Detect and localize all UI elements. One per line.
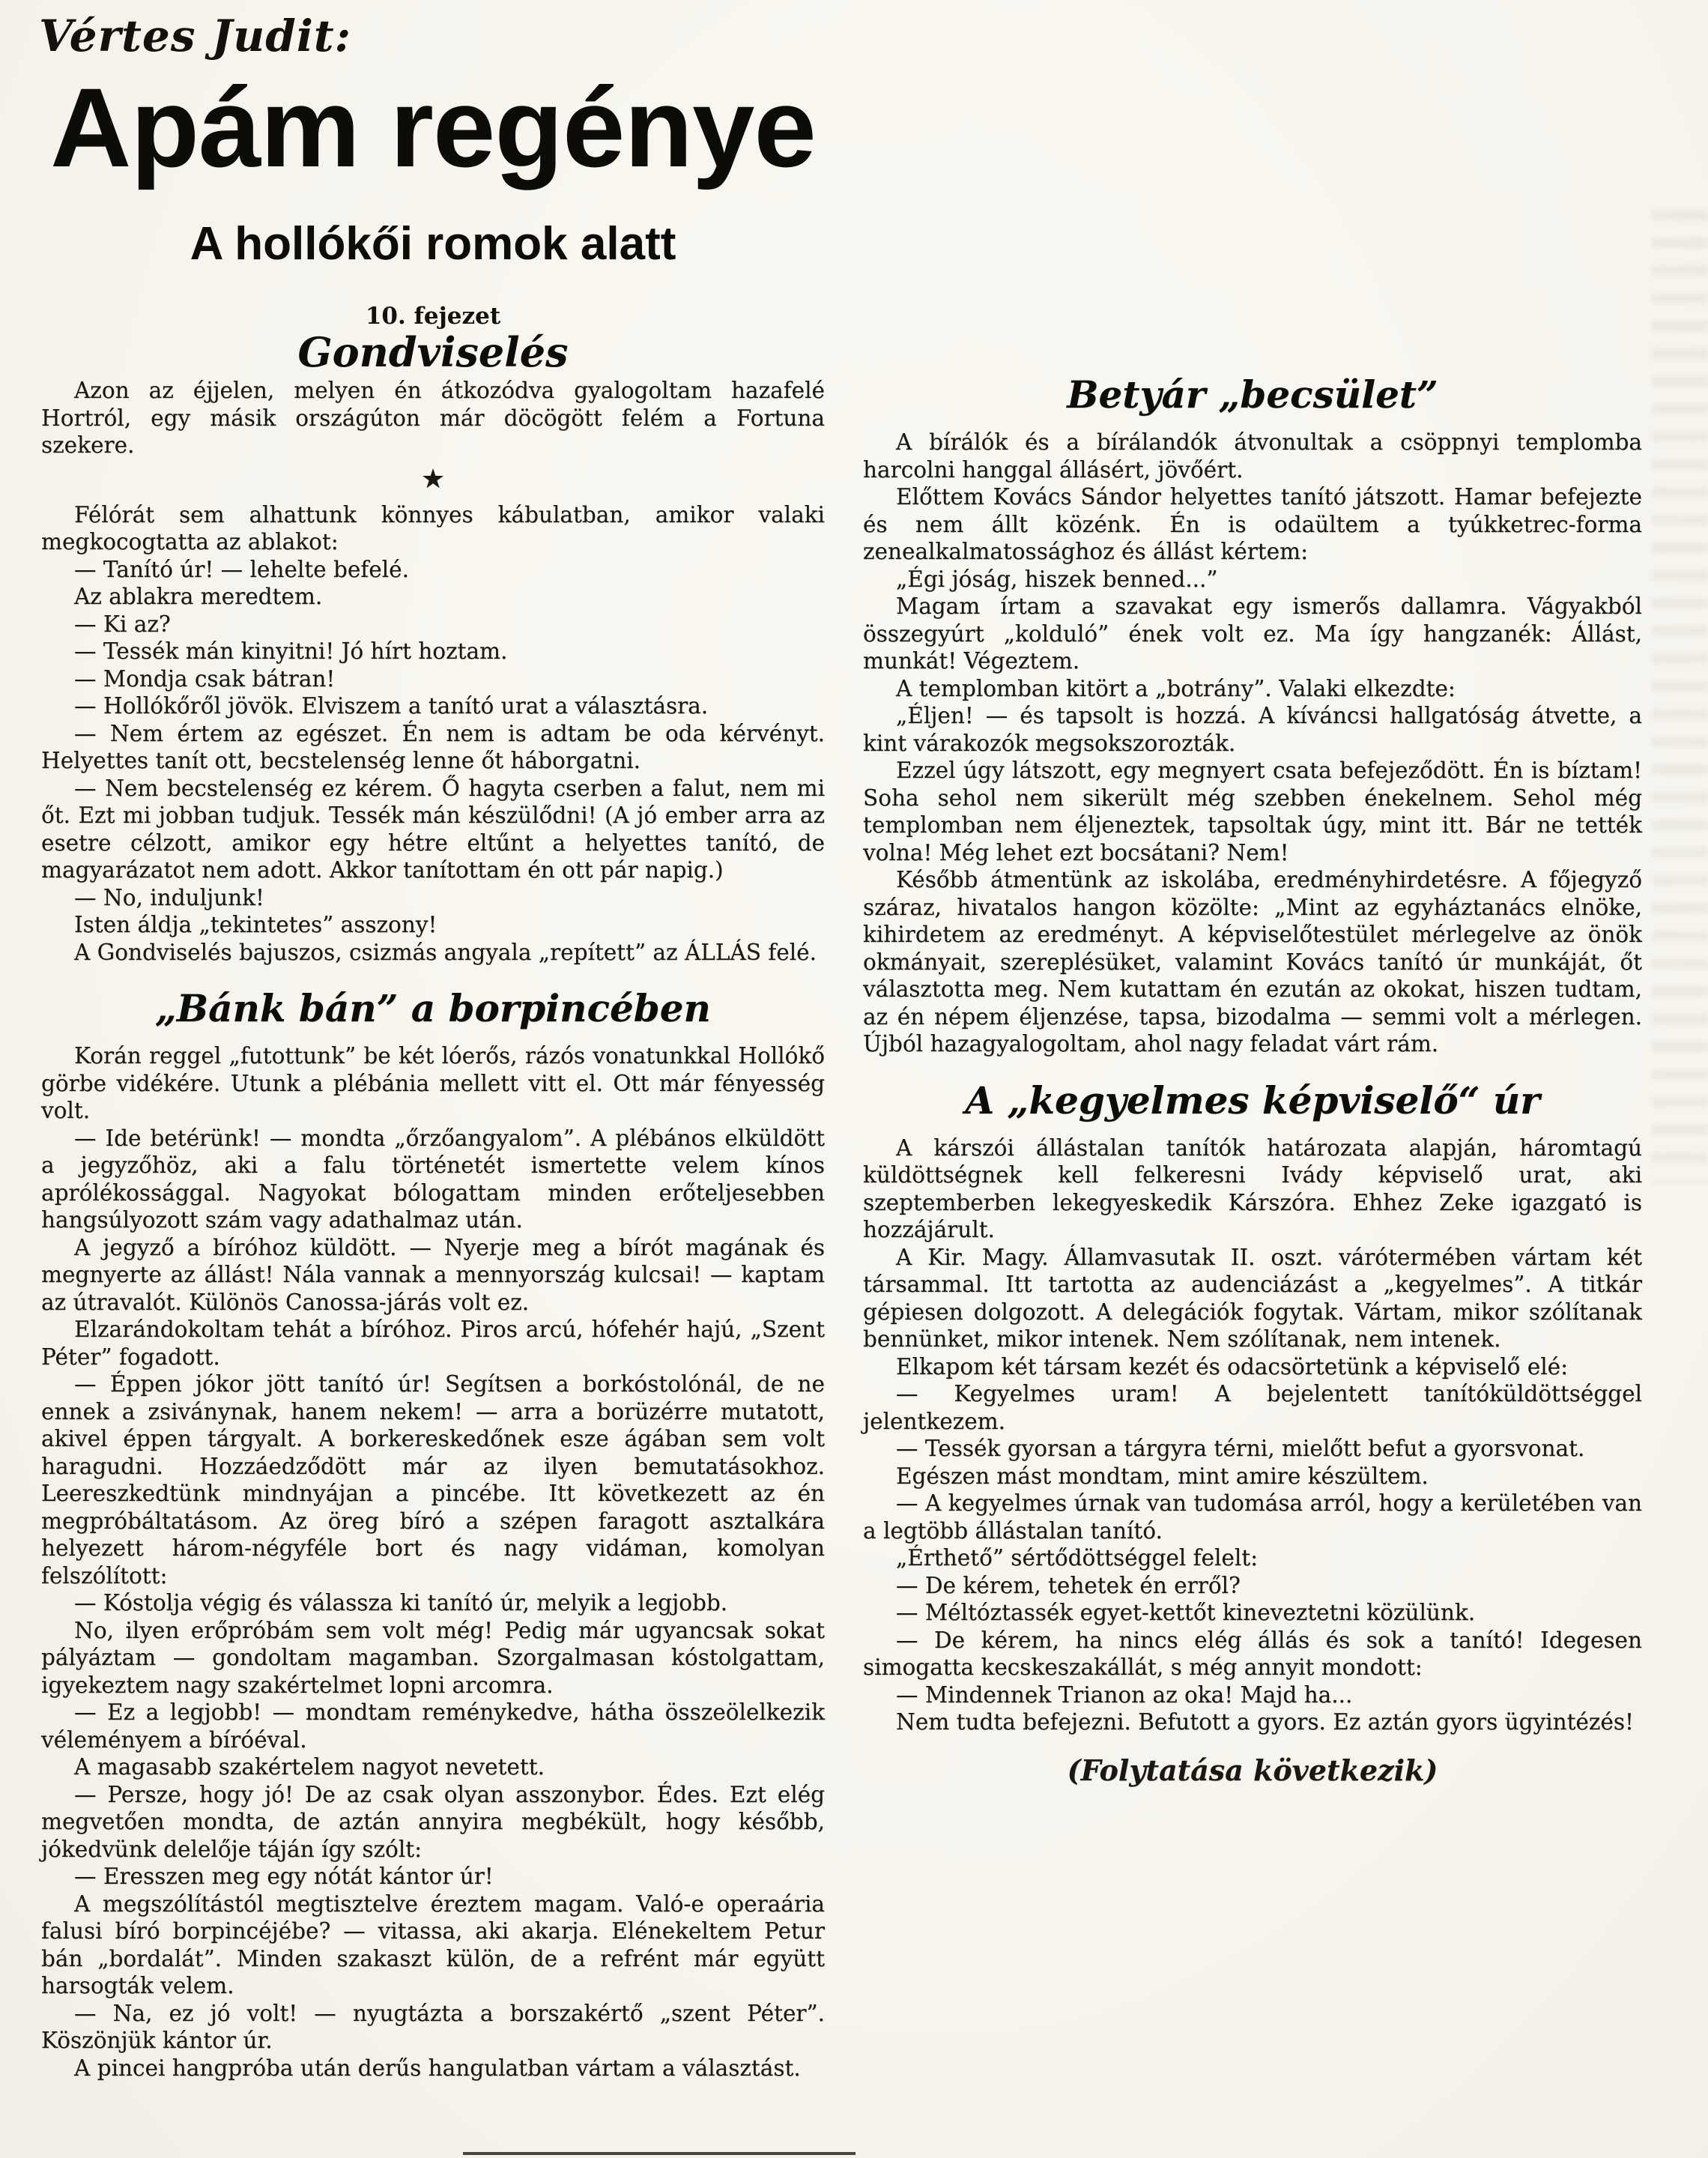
paragraph: — Persze, hogy jó! De az csak olyan asszonybor. Édes. Ezt elég megvetően mondta, de aztán annyira megbékült, hogy később, jókedvünk delelője táján így szólt: (41, 1781, 825, 1862)
paragraph: „Érthető” sértődöttséggel felelt: (896, 1545, 1259, 1571)
paragraph: — A kegyelmes úrnak van tudomása arról, hogy a kerületében van a legtöbb állástalan tanító. (863, 1490, 1642, 1544)
star-divider-icon: ★ (420, 463, 446, 495)
paragraph: — No, induljunk! (74, 884, 264, 910)
section-heading-bank-ban: „Bánk bán” a borpincében (155, 986, 711, 1030)
paragraph: — Mindennek Trianon az oka! Majd ha... (896, 1681, 1353, 1708)
paragraph: A Kir. Magy. Államvasutak II. oszt. várótermében vártam két társammal. Itt tartotta az audenciázást a „kegyelmes”. A titkár gépiesen dolgozott. A delegációk fogytak. Vártam, mikor szólítanak bennünket, mikor intenek. Nem szólítanak, nem intenek. (863, 1244, 1642, 1352)
gondviseles-paragraphs (41, 501, 825, 967)
paragraph: Az ablakra meredtem. (74, 584, 323, 609)
betyar-paragraphs (863, 429, 1642, 1058)
paragraph: A jegyző a bíróhoz küldött. — Nyerje meg a bírót magának és megnyerte az állást! Nála vannak a mennyország kulcsai! — kaptam az útravalót. Különös Canossa-járás volt ez. (41, 1234, 825, 1315)
paragraph: A Gondviselés bajuszos, csizmás angyala „repített” az ÁLLÁS felé. (74, 939, 817, 965)
paragraph: A kárszói állástalan tanítók határozata alapján, háromtagú küldöttségnek kell felkeresni Ivády képviselő urat, aki szeptemberben lekegyeskedik Kárszóra. Ehhez Zeke igazgató is hozzájárult. (863, 1134, 1642, 1242)
paragraph: — Eresszen meg egy nótát kántor úr! (74, 1864, 494, 1889)
paragraph: — De kérem, ha nincs elég állás és sok a tanító! Idegesen simogatta kecskeszakállát, s még annyit mondott: (863, 1627, 1642, 1680)
left-column (41, 377, 825, 2082)
paragraph: Egészen mást mondtam, mint amire készültem. (896, 1463, 1429, 1489)
paragraph: A pincei hangpróba után derűs hangulatban vártam a választást. (74, 2055, 801, 2081)
bank-ban-paragraphs (41, 1042, 825, 2082)
intro-paragraphs (41, 377, 825, 459)
article-subtitle: A hollókői romok alatt (190, 218, 676, 270)
paragraph: — Kegyelmes uram! A bejelentett tanítóküldöttséggel jelentkezem. (863, 1381, 1642, 1434)
paragraph: — De kérem, tehetek én erről? (896, 1572, 1241, 1598)
paragraph: — Ide betérünk! — mondta „őrzőangyalom”. A plébános elküldött a jegyzőhöz, aki a falu történetét ismertette velem kínos aprólékossággal. Nagyokat bólogattam minden erőteljesebben hangsúlyozott szám vagy adathalmaz után. (41, 1125, 825, 1233)
paragraph: — Ki az? (74, 611, 171, 637)
paragraph: Nem tudta befejezni. Befutott a gyors. Ez aztán gyors ügyintézés! (896, 1709, 1634, 1735)
scan-bleedthrough-artifact (1652, 210, 1708, 1184)
section-heading-kegyelmes: A „kegyelmes képviselő“ úr (965, 1078, 1540, 1122)
paragraph: — Mondja csak bátran! (74, 665, 336, 692)
paragraph: — Nem értem az egészet. Én nem is adtam be oda kérvényt. Helyettes tanít ott, becstelenség lenne őt háborgatni. (41, 720, 825, 773)
paragraph: Elzarándokoltam tehát a bíróhoz. Piros arcú, hófehér hajú, „Szent Péter” fogadott. (41, 1317, 825, 1370)
author-byline: Vértes Judit: (39, 10, 352, 61)
paragraph: Elkapom két társam kezét és odacsörtetünk a képviselő elé: (896, 1353, 1569, 1379)
paragraph: A magasabb szakértelem nagyot nevetett. (74, 1754, 545, 1780)
paragraph: A bírálók és a bírálandók átvonultak a csöppnyi templomba harcolni hanggal állásért, jövőért. (863, 429, 1642, 483)
paragraph: Isten áldja „tekintetes” asszony! (74, 912, 437, 937)
paragraph: A templomban kitört a „botrány”. Valaki elkezdte: (896, 675, 1456, 701)
paragraph: Azon az éjjelen, melyen én átkozódva gyalogoltam hazafelé Hortról, egy másik országúton már döcögött felém a Fortuna szekere. (41, 378, 825, 458)
scan-fold-line (463, 2152, 855, 2155)
paragraph: „Éljen! — és tapsolt is hozzá. A kíváncsi hallgatóság átvette, a kint várakozók megsokszorozták. (863, 703, 1642, 756)
paragraph: — Tessék mán kinyitni! Jó hírt hoztam. (74, 638, 508, 664)
paragraph: Később átmentünk az iskolába, eredményhirdetésre. A főjegyző száraz, hivatalos hangon közölte: „Mint az egyháztanács elnöke, kihirdetem az eredményt. A képviselőtestület mérlegelve az önök okmányait, szereplésüket, valamint Kovács tanító úr munkáját, őt választotta meg. Nem kutattam én ezután az okokat, hiszen tudtam, az én népem éljenzése, tapsa, bizodalma — semmi volt a mérlegen. Újból hazagyalogoltam, ahol nagy feladat várt rám. (863, 867, 1642, 1057)
paragraph: „Égi jóság, hiszek benned...” (896, 566, 1218, 592)
paragraph: — Méltóztassék egyet-kettőt kineveztetni közülünk. (896, 1600, 1476, 1625)
paragraph: Ezzel úgy látszott, egy megnyert csata befejeződött. Én is bíztam! Soha sehol nem sikerült még szebben énekelnem. Sehol még templomban nem éljeneztek, tapsoltak úgy, mint itt. Bár ne tették volna! Még lehet ezt bocsátani? Nem! (863, 758, 1642, 865)
continuation-note: (Folytatása következik) (1067, 1753, 1438, 1787)
paragraph: No, ilyen erőpróbám sem volt még! Pedig már ugyancsak sokat pályáztam — gondoltam magamban. Szorgalmasan kóstolgattam, igyekeztem nagy szakértelmet lopni arcomra. (41, 1617, 825, 1698)
paragraph: — Na, ez jó volt! — nyugtázta a borszakértő „szent Péter”. Köszönjük kántor úr. (41, 2000, 825, 2053)
paragraph: — Éppen jókor jött tanító úr! Segítsen a borkóstolónál, de ne ennek a zsiványnak, hanem nekem! — arra a borüzérre mutatott, akivel éppen tárgyalt. A borkereskedőnek esze ágában sem volt haragudni. Hozzáedződött már az ilyen bemutatásokhoz. Leereszkedtünk mindnyájan a pincébe. Itt következett az én megpróbáltatásom. Az öreg bíró a szépen faragott asztalkára helyezett három-négyféle bort és nagy vidáman, komolyan felszólított: (41, 1371, 825, 1589)
paragraph: — Hollókőről jövök. Elviszem a tanító urat a választásra. (74, 693, 709, 719)
paragraph: Magam írtam a szavakat egy ismerős dallamra. Vágyakból összegyúrt „kolduló” ének volt ez. Ma így hangzanék: Állást, munkát! Végeztem. (863, 593, 1642, 674)
paragraph: — Ez a legjobb! — mondtam reménykedve, hátha összeölelkezik véleményem a bíróéval. (41, 1699, 825, 1753)
paragraph: Korán reggel „futottunk” be két lóerős, rázós vonatunkkal Hollókő görbe vidékére. Utunk a plébánia mellett vitt el. Ott már fényesség volt. (41, 1043, 825, 1123)
chapter-label: 10. fejezet (365, 303, 501, 330)
paragraph: A megszólítástól megtisztelve éreztem magam. Való-e operaária falusi bíró borpincéjébe? — vitassa, aki akarja. Elénekeltem Petur bán „bordalát”. Minden szakaszt külön, de a refrént már együtt harsogták velem. (41, 1890, 825, 1998)
kegyelmes-paragraphs (863, 1134, 1642, 1736)
paragraph: — Tanító úr! — lehelte befelé. (74, 556, 409, 582)
right-column (863, 372, 1642, 1787)
paragraph: Előttem Kovács Sándor helyettes tanító játszott. Hamar befejezte és nem állt közénk. Én is odaültem a tyúkketrec-forma zenealkalmatossághoz és állást kértem: (863, 484, 1642, 564)
paragraph: — Nem becstelenség ez kérem. Ő hagyta cserben a falut, nem mi őt. Ezt mi jobban tudjuk. Tessék mán készülődni! (A jó ember arra az esetre célzott, amikor egy hétre eltűnt a helyettes tanító, de magyarázatot nem adott. Akkor tanítottam én ott pár napig.) (41, 775, 825, 883)
paragraph: Félórát sem alhattunk könnyes kábulatban, amikor valaki megkocogtatta az ablakot: (41, 501, 825, 554)
chapter-title: Gondviselés (297, 328, 569, 376)
article-title: Apám regénye (50, 64, 816, 190)
paragraph: — Kóstolja végig és válassza ki tanító úr, melyik a legjobb. (74, 1590, 728, 1616)
paragraph: — Tessék gyorsan a tárgyra térni, mielőtt befut a gyorsvonat. (896, 1436, 1585, 1461)
section-heading-betyar: Betyár „becsület” (1067, 372, 1438, 417)
